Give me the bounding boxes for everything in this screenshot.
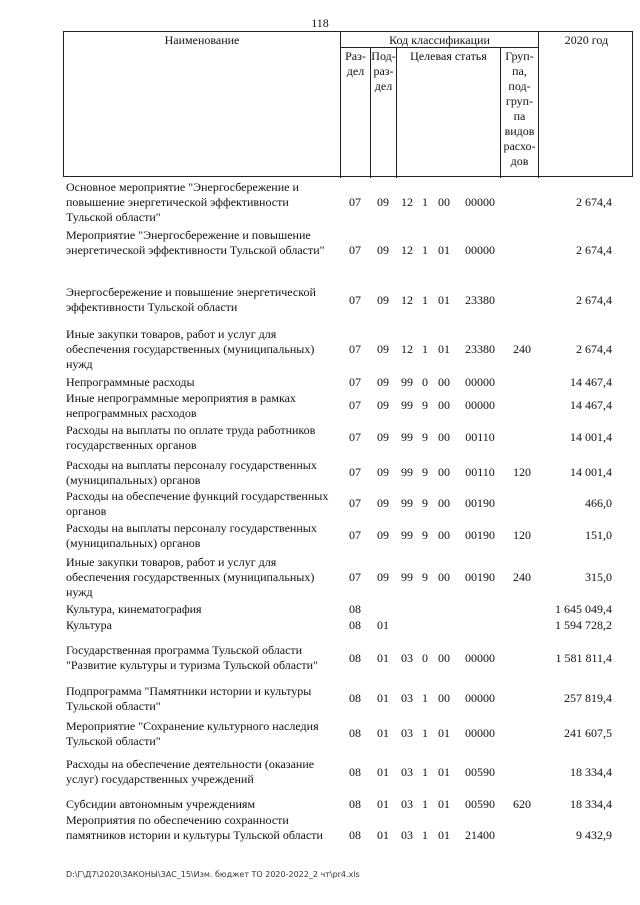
code-t3: 01: [438, 243, 450, 257]
code-t2: 0: [422, 651, 428, 665]
code-r: 07: [349, 398, 361, 412]
table-row: [0, 521, 640, 551]
table-row: [0, 643, 640, 675]
code-t1: 99: [401, 430, 413, 444]
code-t1: 99: [401, 465, 413, 479]
code-p: 01: [377, 797, 389, 811]
code-t2: 9: [422, 528, 428, 542]
table-row: [0, 228, 640, 273]
code-t3: 00: [438, 528, 450, 542]
code-r: 08: [349, 618, 361, 632]
code-t2: 1: [422, 765, 428, 779]
code-t1: 03: [401, 765, 413, 779]
code-r: 07: [349, 430, 361, 444]
table-row: [0, 458, 640, 488]
code-t2: 9: [422, 570, 428, 584]
code-t4: 00000: [465, 726, 495, 740]
row-amount: 1 645 049,4: [555, 602, 612, 616]
code-p: 01: [377, 651, 389, 665]
code-p: 09: [377, 342, 389, 356]
file-path: D:\Г\Д7\2020\ЗАКОНЫ\ЗАС_15\Изм. бюджет ТО 2020-2022_2 чт\pr4.xls: [66, 870, 360, 879]
header-razdel: Раз- дел: [345, 49, 366, 78]
code-t2: 1: [422, 342, 428, 356]
row-amount: 2 674,4: [576, 243, 612, 257]
code-t4: 00110: [465, 430, 495, 444]
code-t1: 99: [401, 375, 413, 389]
code-t3: 00: [438, 570, 450, 584]
table-row: [0, 555, 640, 600]
header-classification: Код классификации: [389, 33, 490, 47]
row-amount: 9 432,9: [576, 828, 612, 842]
code-t3: 01: [438, 726, 450, 740]
row-name: Мероприятие "Энергосбережение и повышение энергетической эффективности Тульской области": [66, 228, 325, 257]
table-header: [63, 31, 633, 177]
code-t1: 99: [401, 570, 413, 584]
row-name: Непрограммные расходы: [66, 375, 195, 389]
row-name: Мероприятия по обеспечению сохранности памятников истории и культуры Тульской области: [66, 813, 323, 842]
code-t3: 01: [438, 342, 450, 356]
code-t2: 1: [422, 828, 428, 842]
row-amount: 2 674,4: [576, 293, 612, 307]
code-r: 08: [349, 651, 361, 665]
code-r: 08: [349, 726, 361, 740]
header-podrazdel: Под- раз- дел: [371, 49, 396, 93]
row-name: Энергосбережение и повышение энергетической эффективности Тульской области: [66, 285, 316, 314]
code-r: 08: [349, 691, 361, 705]
table-row: [0, 602, 640, 617]
code-t2: 0: [422, 375, 428, 389]
table-row: [0, 757, 640, 789]
code-r: 07: [349, 243, 361, 257]
header-group: Груп- па, под- груп- па видов расхо- дов: [503, 49, 536, 168]
code-t3: 01: [438, 828, 450, 842]
row-name: Мероприятие "Сохранение культурного наследия Тульской области": [66, 719, 319, 748]
row-name: Субсидии автономным учреждениям: [66, 797, 256, 811]
code-t1: 03: [401, 651, 413, 665]
code-r: 07: [349, 570, 361, 584]
code-t4: 00000: [465, 651, 495, 665]
row-amount: 18 334,4: [570, 797, 612, 811]
code-t1: 99: [401, 398, 413, 412]
code-p: 01: [377, 691, 389, 705]
code-t3: 00: [438, 195, 450, 209]
row-name: Культура, кинематография: [66, 602, 202, 616]
code-g: 120: [513, 528, 531, 542]
row-amount: 14 467,4: [570, 398, 612, 412]
row-name: Расходы на обеспечение деятельности (оказание услуг) государственных учреждений: [66, 757, 315, 786]
code-t4: 00000: [465, 375, 495, 389]
code-r: 07: [349, 195, 361, 209]
row-name: Государственная программа Тульской области "Развитие культуры и туризма Тульской области": [66, 643, 318, 672]
code-r: 08: [349, 765, 361, 779]
code-t1: 99: [401, 528, 413, 542]
row-name: Расходы на выплаты по оплате труда работников государственных органов: [66, 423, 316, 452]
row-amount: 2 674,4: [576, 195, 612, 209]
code-t1: 03: [401, 828, 413, 842]
table-row: [0, 797, 640, 812]
row-amount: 466,0: [585, 496, 612, 510]
row-amount: 1 594 728,2: [555, 618, 612, 632]
row-name: Иные непрограммные мероприятия в рамках непрограммных расходов: [66, 391, 296, 420]
code-t2: 1: [422, 243, 428, 257]
code-t4: 23380: [465, 293, 495, 307]
row-amount: 14 001,4: [570, 465, 612, 479]
code-r: 07: [349, 342, 361, 356]
table-row: [0, 719, 640, 749]
header-target: Целевая статья: [410, 49, 487, 63]
code-t4: 00590: [465, 765, 495, 779]
row-amount: 315,0: [585, 570, 612, 584]
code-t2: 9: [422, 398, 428, 412]
code-t4: 21400: [465, 828, 495, 842]
row-name: Основное мероприятие "Энергосбережение и повышение энергетической эффективности Тульской области": [66, 180, 299, 224]
header-name: Наименование: [164, 33, 240, 47]
row-name: Культура: [66, 618, 112, 632]
row-amount: 14 001,4: [570, 430, 612, 444]
code-g: 240: [513, 570, 531, 584]
code-r: 07: [349, 293, 361, 307]
code-p: 09: [377, 496, 389, 510]
code-t3: 00: [438, 430, 450, 444]
code-p: 01: [377, 618, 389, 632]
code-p: 09: [377, 293, 389, 307]
code-t4: 00110: [465, 465, 495, 479]
code-t4: 00000: [465, 195, 495, 209]
code-t2: 1: [422, 726, 428, 740]
table-row: [0, 618, 640, 633]
table-row: [0, 285, 640, 317]
table-row: [0, 180, 640, 225]
code-t3: 00: [438, 496, 450, 510]
code-r: 08: [349, 828, 361, 842]
code-g: 240: [513, 342, 531, 356]
code-t3: 01: [438, 765, 450, 779]
row-name: Иные закупки товаров, работ и услуг для обеспечения государственных (муниципальных) нужд: [66, 555, 315, 599]
code-t4: 00190: [465, 528, 495, 542]
row-amount: 18 334,4: [570, 765, 612, 779]
code-t2: 1: [422, 797, 428, 811]
header-year: 2020 год: [564, 33, 609, 47]
code-t4: 00000: [465, 398, 495, 412]
code-r: 07: [349, 465, 361, 479]
code-p: 09: [377, 465, 389, 479]
code-r: 07: [349, 528, 361, 542]
code-t4: 00000: [465, 691, 495, 705]
table-row: [0, 391, 640, 421]
code-t3: 01: [438, 293, 450, 307]
row-amount: 151,0: [585, 528, 612, 542]
code-t4: 23380: [465, 342, 495, 356]
code-t3: 00: [438, 691, 450, 705]
table-row: [0, 684, 640, 714]
code-t1: 12: [401, 195, 413, 209]
code-t2: 9: [422, 496, 428, 510]
row-amount: 257 819,4: [564, 691, 612, 705]
code-t1: 99: [401, 496, 413, 510]
code-p: 01: [377, 765, 389, 779]
code-t3: 00: [438, 375, 450, 389]
code-t4: 00590: [465, 797, 495, 811]
code-t2: 1: [422, 293, 428, 307]
row-amount: 241 607,5: [564, 726, 612, 740]
code-r: 08: [349, 602, 361, 616]
code-t1: 03: [401, 726, 413, 740]
code-t1: 12: [401, 243, 413, 257]
code-t2: 1: [422, 195, 428, 209]
code-t1: 03: [401, 691, 413, 705]
code-t2: 1: [422, 691, 428, 705]
row-amount: 14 467,4: [570, 375, 612, 389]
row-name: Подпрограмма "Памятники истории и культуры Тульской области": [66, 684, 312, 713]
code-t1: 12: [401, 342, 413, 356]
table-row: [0, 327, 640, 372]
code-p: 09: [377, 528, 389, 542]
code-p: 09: [377, 375, 389, 389]
code-t3: 01: [438, 797, 450, 811]
row-amount: 1 581 811,4: [555, 651, 612, 665]
code-p: 01: [377, 828, 389, 842]
code-p: 01: [377, 726, 389, 740]
code-r: 08: [349, 797, 361, 811]
code-t3: 00: [438, 651, 450, 665]
row-name: Расходы на обеспечение функций государственных органов: [66, 489, 329, 518]
row-name: Расходы на выплаты персоналу государственных (муниципальных) органов: [66, 458, 317, 487]
code-p: 09: [377, 570, 389, 584]
code-g: 120: [513, 465, 531, 479]
row-amount: 2 674,4: [576, 342, 612, 356]
code-r: 07: [349, 496, 361, 510]
table-row: [0, 813, 640, 858]
code-p: 09: [377, 430, 389, 444]
table-row: [0, 423, 640, 453]
table-row: [0, 489, 640, 519]
code-r: 07: [349, 375, 361, 389]
code-t3: 00: [438, 398, 450, 412]
page-number: 118: [311, 16, 329, 30]
table-row: [0, 375, 640, 390]
code-p: 09: [377, 243, 389, 257]
code-t1: 03: [401, 797, 413, 811]
code-t1: 12: [401, 293, 413, 307]
code-t3: 00: [438, 465, 450, 479]
row-name: Расходы на выплаты персоналу государственных (муниципальных) органов: [66, 521, 317, 550]
row-name: Иные закупки товаров, работ и услуг для обеспечения государственных (муниципальных) нужд: [66, 327, 315, 371]
code-t4: 00190: [465, 496, 495, 510]
code-p: 09: [377, 398, 389, 412]
code-t4: 00000: [465, 243, 495, 257]
code-t2: 9: [422, 430, 428, 444]
code-t2: 9: [422, 465, 428, 479]
code-t4: 00190: [465, 570, 495, 584]
code-g: 620: [513, 797, 531, 811]
code-p: 09: [377, 195, 389, 209]
